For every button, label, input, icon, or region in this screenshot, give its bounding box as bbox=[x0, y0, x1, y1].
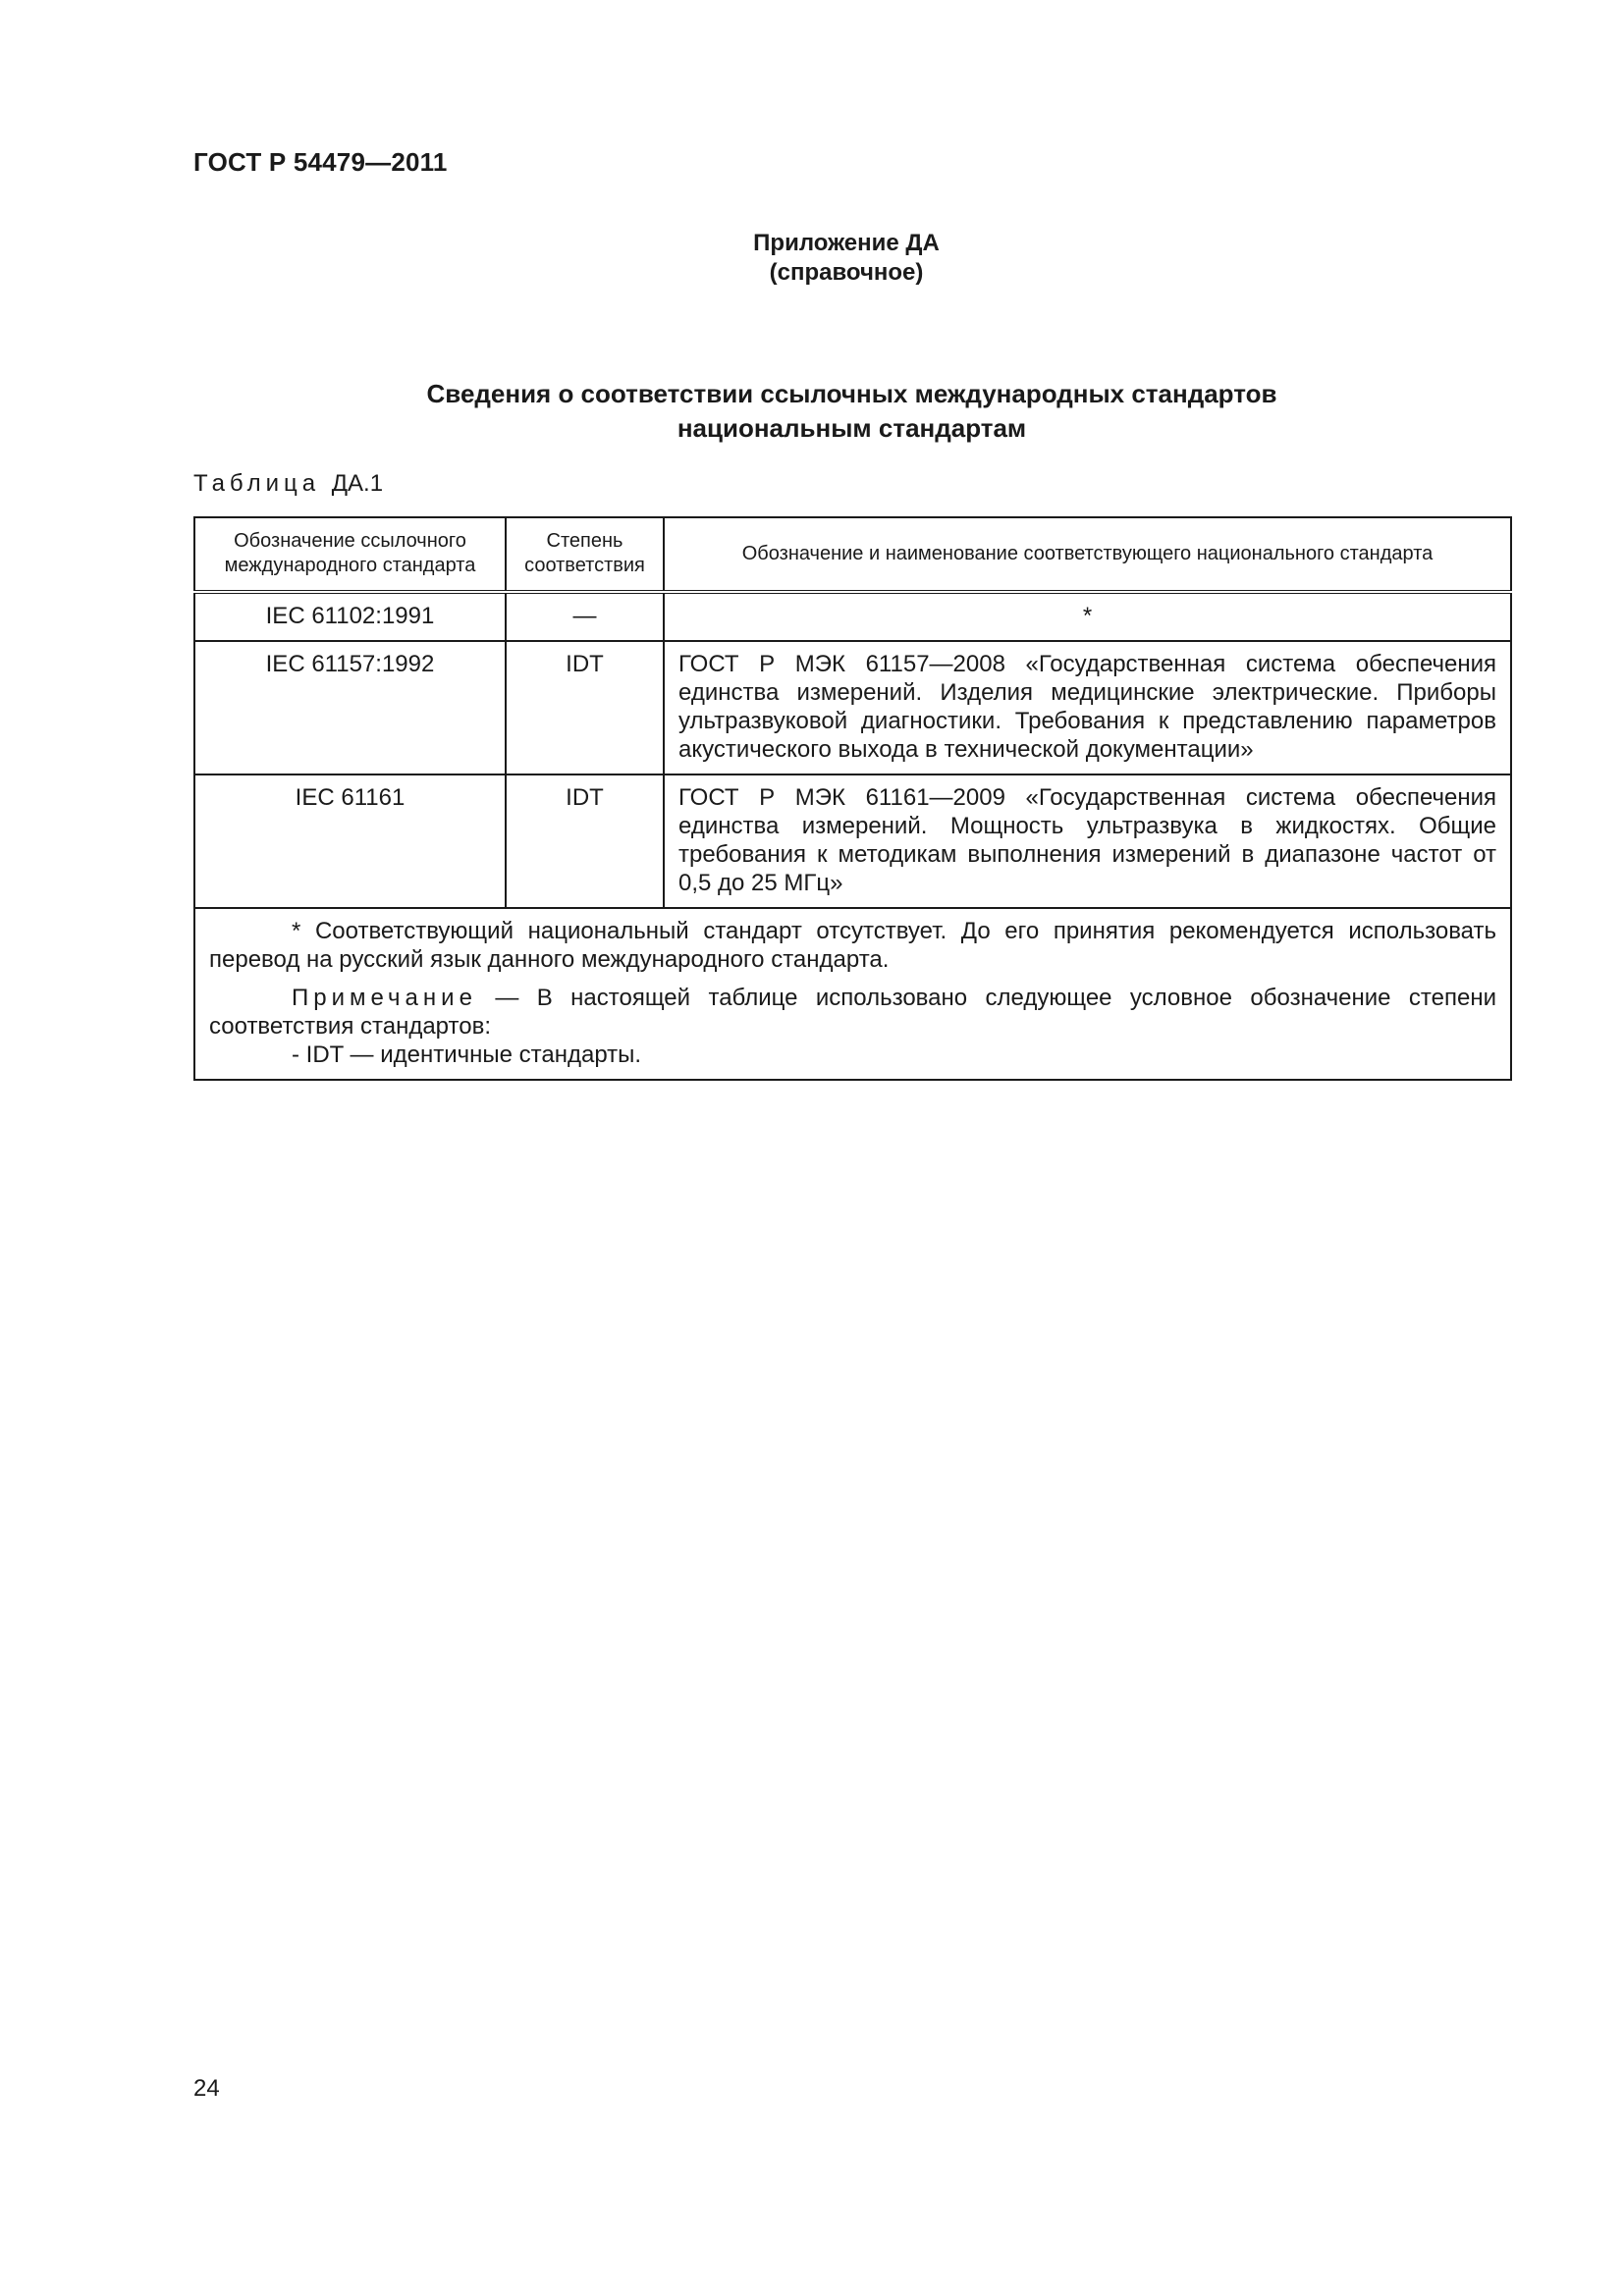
annex-heading bbox=[0, 229, 1624, 288]
column-header-degree: Степень соответствия bbox=[506, 517, 664, 592]
page-number: 24 bbox=[193, 2075, 220, 2102]
section-title bbox=[193, 377, 1510, 446]
table-footer-row bbox=[194, 908, 1511, 1080]
table-footnote: * Соответствующий национальный стандарт отсутствует. До его принятия рекомендуется использовать перевод на русский язык данного международного стандарта. bbox=[209, 918, 1496, 973]
table-notes bbox=[194, 908, 1511, 1080]
conformity-table bbox=[193, 516, 1512, 1081]
table-caption-number: ДА.1 bbox=[331, 470, 384, 497]
table-caption-word: Таблица bbox=[193, 470, 321, 497]
table-caption bbox=[193, 470, 383, 498]
international-standard-cell: IEC 61161 bbox=[194, 774, 506, 908]
international-standard-cell: IEC 61157:1992 bbox=[194, 641, 506, 774]
table-row bbox=[194, 641, 1511, 774]
section-title-line-2: национальным стандартам bbox=[677, 413, 1027, 443]
column-header-international-standard: Обозначение ссылочного международного стандарта bbox=[194, 517, 506, 592]
note-label: Примечание bbox=[292, 985, 477, 1011]
note-text: — В настоящей таблице использовано следующее условное обозначение степени соответствия стандартов: bbox=[209, 985, 1496, 1040]
table-header-row bbox=[194, 517, 1511, 592]
annex-title: Приложение ДА bbox=[753, 230, 940, 256]
national-standard-cell: ГОСТ Р МЭК 61161—2009 «Государственная система обеспечения единства измерений. Мощность ультразвука в жидкостях. Общие требования к методикам выполнения измерений в диапазоне частот от 0,5 до 25 МГц» bbox=[664, 774, 1511, 908]
table-row bbox=[194, 592, 1511, 641]
annex-subtitle: (справочное) bbox=[769, 259, 924, 286]
international-standard-cell: IEC 61102:1991 bbox=[194, 592, 506, 641]
table-row bbox=[194, 774, 1511, 908]
section-title-line-1: Сведения о соответствии ссылочных международных стандартов bbox=[426, 379, 1277, 408]
degree-cell: IDT bbox=[506, 774, 664, 908]
column-header-national-standard: Обозначение и наименование соответствующего национального стандарта bbox=[664, 517, 1511, 592]
degree-cell: — bbox=[506, 592, 664, 641]
table-note bbox=[209, 984, 1496, 1041]
note-item: - IDT — идентичные стандарты. bbox=[292, 1041, 642, 1068]
national-standard-cell: ГОСТ Р МЭК 61157—2008 «Государственная система обеспечения единства измерений. Изделия медицинские электрические. Приборы ультразвуковой диагностики. Требования к представлению параметров акустического выхода в технической документации» bbox=[664, 641, 1511, 774]
national-standard-cell: * bbox=[664, 592, 1511, 641]
document-code: ГОСТ Р 54479—2011 bbox=[193, 147, 448, 177]
degree-cell: IDT bbox=[506, 641, 664, 774]
